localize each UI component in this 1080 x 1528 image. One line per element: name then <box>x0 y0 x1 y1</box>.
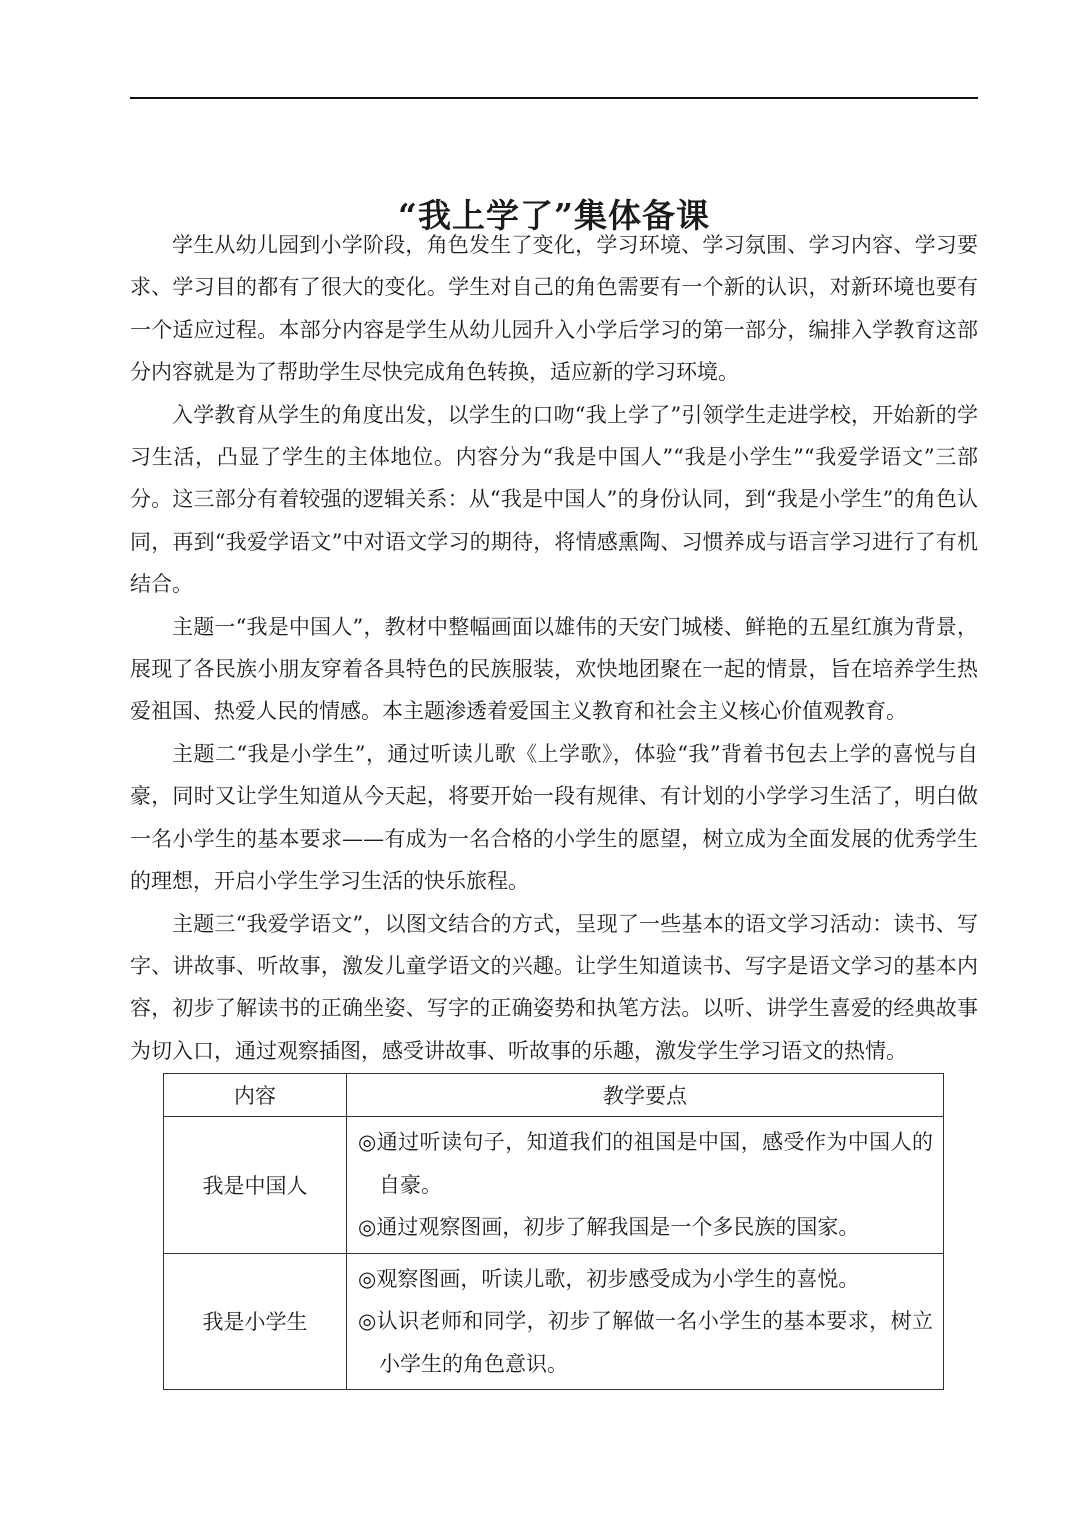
teaching-point: ◎观察图画，听读儿歌，初步感受成为小学生的喜悦。 <box>358 1266 860 1291</box>
teaching-point: ◎认识老师和同学，初步了解做一名小学生的基本要求，树立小学生的角色意识。 <box>358 1309 933 1376</box>
paragraph-overview: 入学教育从学生的角度出发，以学生的口吻“我上学了”引领学生走进学校，开始新的学习生活，凸显了学生的主体地位。内容分为“我是中国人”“我是小学生”“我爱学语文”三部分。这三部分有着较强的逻辑关系：从“我是中国人”的身份认同，到“我是小学生”的角色认同，再到“我爱学语文”中对语文学习的期待，将情感熏陶、习惯养成与语言学习进行了有机结合。 <box>130 402 978 597</box>
table-cell-points <box>347 1253 944 1390</box>
table-row <box>164 1253 944 1390</box>
table-header-row <box>164 1074 944 1117</box>
table-row <box>164 1117 944 1254</box>
header-rule <box>130 97 978 99</box>
document-body <box>130 224 978 1072</box>
table-header-points: 教学要点 <box>347 1074 944 1117</box>
table-header-content: 内容 <box>164 1074 347 1117</box>
paragraph-theme-two: 主题二“我是小学生”，通过听读儿歌《上学歌》，体验“我”背着书包去上学的喜悦与自豪，同时又让学生知道从今天起，将要开始一段有规律、有计划的小学学习生活了，明白做一名小学生的基本要求——有成为一名合格的小学生的愿望，树立成为全面发展的优秀学生的理想，开启小学生学习生活的快乐旅程。 <box>130 741 978 894</box>
paragraph-theme-one: 主题一“我是中国人”，教材中整幅画面以雄伟的天安门城楼、鲜艳的五星红旗为背景，展现了各民族小朋友穿着各具特色的民族服装，欢快地团聚在一起的情景，旨在培养学生热爱祖国、热爱人民的情感。本主题渗透着爱国主义教育和社会主义核心价值观教育。 <box>130 614 978 724</box>
teaching-points-table <box>163 1073 944 1390</box>
table-cell-content: 我是中国人 <box>164 1117 347 1254</box>
document-title: “我上学了”集体备课 <box>398 196 710 236</box>
teaching-point: ◎通过听读句子，知道我们的祖国是中国，感受作为中国人的自豪。 <box>358 1130 933 1197</box>
table-cell-points <box>347 1117 944 1254</box>
teaching-point: ◎通过观察图画，初步了解我国是一个多民族的国家。 <box>358 1215 860 1239</box>
paragraph-theme-three: 主题三“我爱学语文”，以图文结合的方式，呈现了一些基本的语文学习活动：读书、写字、讲故事、听故事，激发儿童学语文的兴趣。让学生知道读书、写字是语文学习的基本内容，初步了解读书的正确坐姿、写字的正确姿势和执笔方法。以听、讲学生喜爱的经典故事为切入口，通过观察插图，感受讲故事、听故事的乐趣，激发学生学习语文的热情。 <box>130 911 978 1063</box>
paragraph-intro: 学生从幼儿园到小学阶段，角色发生了变化，学习环境、学习氛围、学习内容、学习要求、学习目的都有了很大的变化。学生对自己的角色需要有一个新的认识，对新环境也要有一个适应过程。本部分内容是学生从幼儿园升入小学后学习的第一部分，编排入学教育这部分内容就是为了帮助学生尽快完成角色转换，适应新的学习环境。 <box>130 233 978 385</box>
table-cell-content: 我是小学生 <box>164 1253 347 1390</box>
